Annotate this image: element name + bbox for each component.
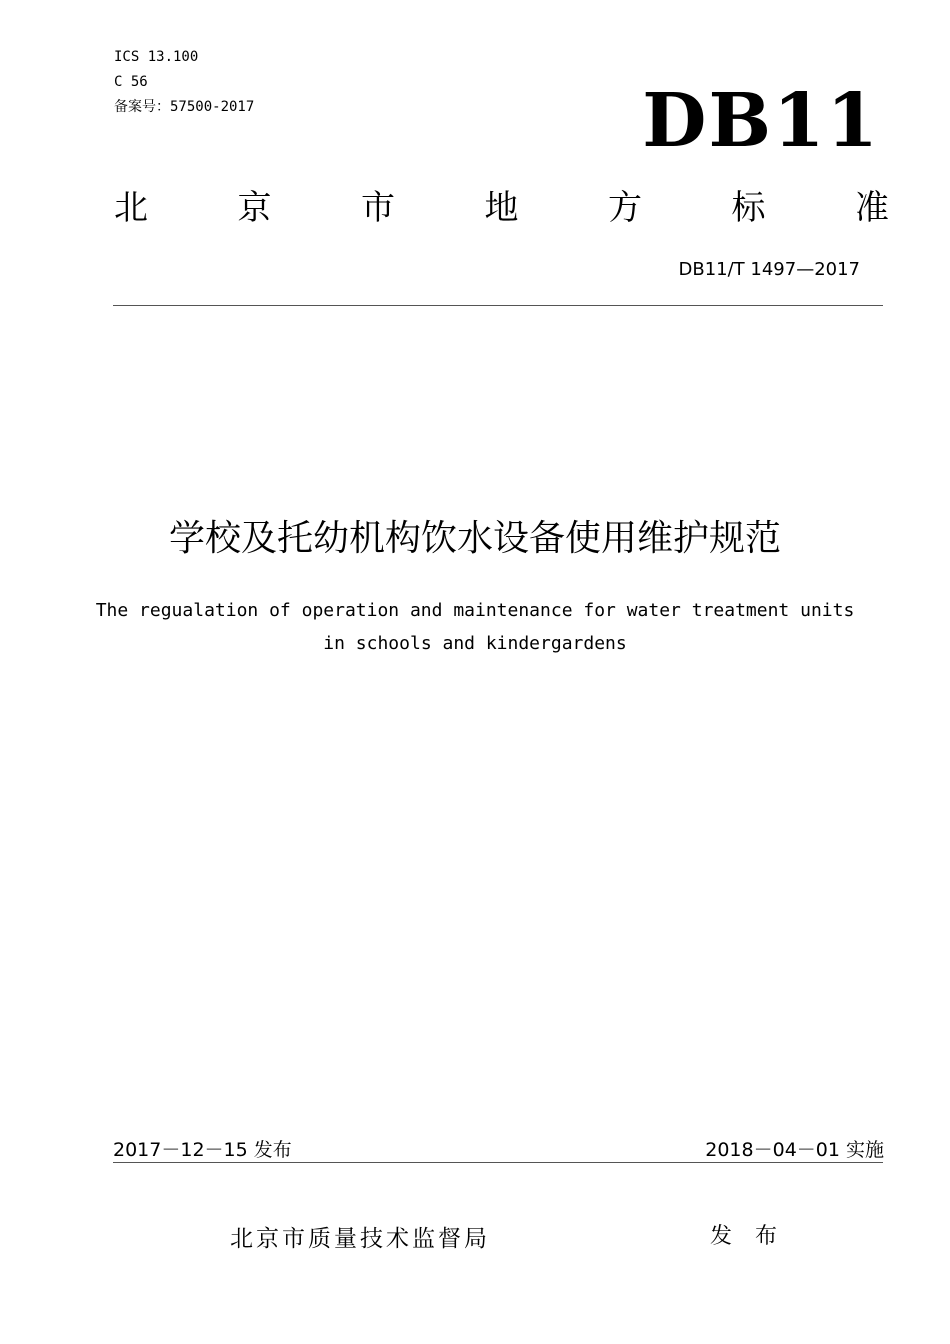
- standard-logo: DB11: [642, 78, 880, 164]
- category-char: 市: [361, 188, 395, 228]
- ccs-code: C 56: [114, 74, 148, 90]
- title-chinese: 学校及托幼机构饮水设备使用维护规范: [168, 518, 781, 559]
- standard-category: [114, 186, 889, 230]
- header-divider: [113, 305, 883, 306]
- filing-number: 备案号：57500-2017: [114, 99, 255, 115]
- issue-label: 发 布: [710, 1224, 785, 1249]
- category-char: 准: [855, 188, 889, 228]
- category-char: 方: [608, 188, 642, 228]
- title-english-line-2: in schools and kindergardens: [323, 633, 627, 654]
- issuing-authority: 北京市质量技术监督局: [230, 1226, 490, 1252]
- title-english-line-1: The regualation of operation and maintenance for water treatment units: [95, 600, 855, 621]
- category-char: 京: [237, 188, 272, 228]
- category-char: 标: [731, 188, 766, 228]
- category-char: 地: [484, 188, 519, 228]
- ics-code: ICS 13.100: [114, 49, 199, 65]
- category-char: 北: [114, 188, 148, 228]
- footer-divider: [113, 1162, 883, 1163]
- issue-date: 2017－12－15 发布: [113, 1139, 292, 1161]
- implementation-date: 2018－04－01 实施: [705, 1139, 884, 1161]
- standard-number: DB11/T 1497—2017: [678, 259, 860, 280]
